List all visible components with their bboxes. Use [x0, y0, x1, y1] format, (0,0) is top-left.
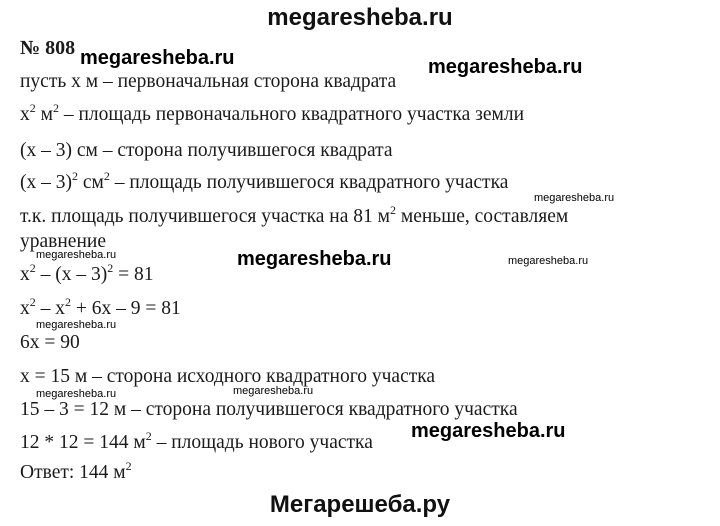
- text: х: [20, 104, 30, 125]
- text: = 81: [113, 264, 154, 285]
- superscript: 2: [29, 101, 36, 115]
- superscript: 2: [390, 203, 396, 217]
- text: Ответ: 144 м: [20, 462, 126, 483]
- solution-line-4: [20, 169, 509, 194]
- superscript: 2: [103, 169, 110, 183]
- site-header[interactable]: megaresheba.ru: [267, 4, 453, 31]
- watermark: megaresheba.ru: [508, 255, 589, 267]
- watermark: megaresheba.ru: [411, 420, 566, 442]
- superscript: 2: [107, 261, 114, 275]
- superscript: 2: [65, 295, 71, 309]
- text: т.к. площадь получившегося участка на 81 м: [20, 206, 390, 227]
- text: х: [20, 264, 30, 285]
- superscript: 2: [145, 429, 152, 443]
- solution-line-9: 6х = 90: [20, 332, 80, 353]
- superscript: 2: [125, 459, 132, 473]
- text: 12 * 12 = 144 м: [20, 432, 146, 453]
- text: + 6х – 9 = 81: [71, 298, 181, 319]
- watermark: megaresheba.ru: [534, 192, 615, 204]
- superscript: 2: [52, 101, 59, 115]
- text: – площадь первоначального квадратного участка земли: [58, 104, 525, 125]
- text: (х – 3): [20, 172, 72, 193]
- text: – площадь получившегося квадратного участка: [109, 172, 509, 193]
- text: см: [78, 172, 104, 193]
- solution-line-6: уравнение: [20, 231, 106, 252]
- solution-line-3: (х – 3) см – сторона получившегося квадрата: [20, 140, 393, 161]
- text: – (х – 3): [35, 264, 108, 285]
- watermark: megaresheba.ru: [36, 388, 117, 400]
- watermark: megaresheba.ru: [233, 385, 314, 397]
- text: – х: [35, 298, 65, 319]
- solution-line-2: [20, 101, 525, 126]
- superscript: 2: [72, 169, 78, 183]
- solution-line-11: 15 – 3 = 12 м – сторона получившегося квадратного участка: [20, 399, 518, 420]
- solution-line-13: [20, 459, 132, 484]
- site-footer[interactable]: Мегарешеба.ру: [269, 491, 451, 518]
- text: х: [20, 298, 30, 319]
- superscript: 2: [29, 295, 36, 309]
- task-number: № 808: [20, 37, 76, 59]
- watermark: megaresheba.ru: [237, 248, 392, 270]
- superscript: 2: [29, 261, 36, 275]
- solution-line-8: [20, 295, 181, 320]
- text: меньше, составляем: [396, 206, 569, 227]
- text: м: [35, 104, 53, 125]
- text: – площадь нового участка: [151, 432, 373, 453]
- solution-line-1: пусть х м – первоначальная сторона квадрата: [20, 71, 397, 92]
- solution-line-5: [20, 203, 569, 228]
- watermark: megaresheba.ru: [36, 319, 117, 331]
- watermark: megaresheba.ru: [80, 47, 235, 69]
- solution-line-12: [20, 429, 373, 454]
- watermark: megaresheba.ru: [428, 56, 583, 78]
- solution-line-10: х = 15 м – сторона исходного квадратного участка: [20, 366, 436, 387]
- solution-line-7: [20, 261, 154, 286]
- watermark: megaresheba.ru: [36, 249, 117, 261]
